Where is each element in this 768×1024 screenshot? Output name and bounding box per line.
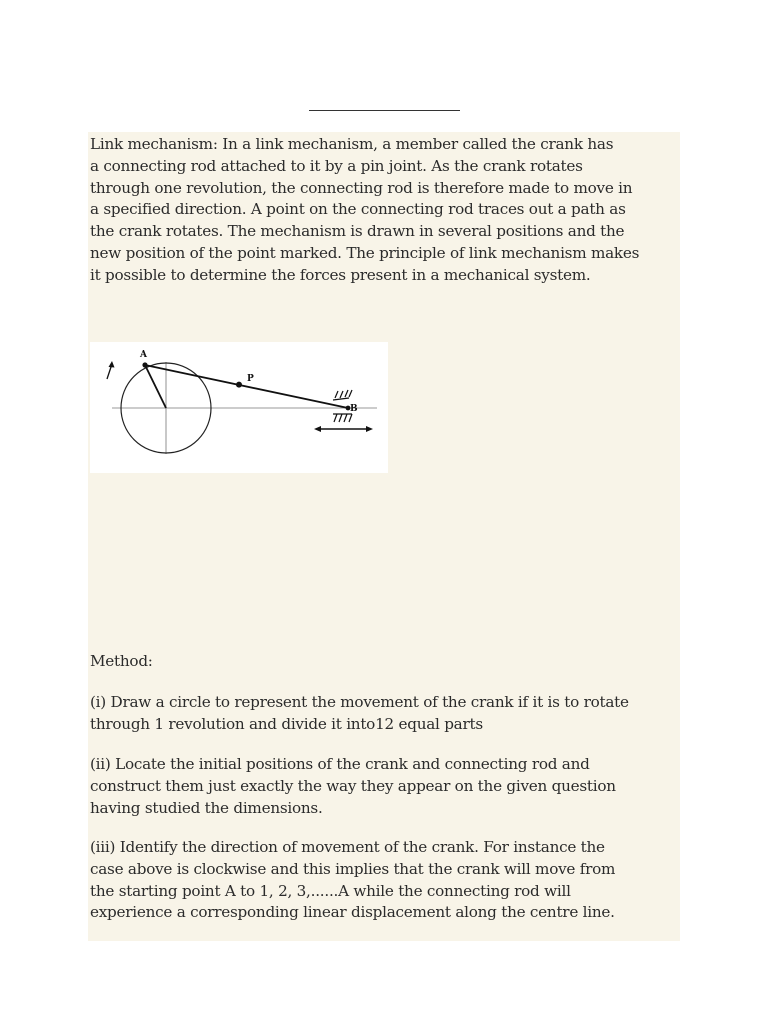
top-divider — [309, 110, 460, 111]
step-line: the starting point A to 1, 2, 3,......A while the connecting rod will — [90, 881, 571, 900]
connecting-rod — [145, 365, 348, 408]
rotation-arrowhead-icon — [109, 361, 115, 368]
intro-line: Link mechanism: In a link mechanism, a member called the crank has — [90, 135, 614, 153]
method-heading: Method: — [90, 652, 153, 670]
label-b: B — [350, 404, 358, 414]
step-line: case above is clockwise and this implies that the crank will move from — [90, 859, 616, 878]
label-p: P — [247, 374, 254, 384]
intro-line: through one revolution, the connecting rod is therefore made to move in — [90, 178, 633, 197]
step-line: (ii) Locate the initial positions of the crank and connecting rod and — [90, 755, 590, 773]
link-mechanism-figure — [90, 342, 388, 473]
step-line: construct them just exactly the way they appear on the given question — [90, 776, 616, 795]
label-a: A — [140, 350, 147, 360]
crank — [145, 365, 166, 408]
intro-line: it possible to determine the forces present in a mechanical system. — [90, 265, 591, 284]
crank-pin-joint — [142, 362, 147, 367]
upper-guide-icon — [333, 390, 352, 400]
step-line: experience a corresponding linear displacement along the centre line. — [90, 903, 615, 922]
method-step — [90, 837, 615, 924]
step-line: (iii) Identify the direction of movement of the crank. For instance the — [90, 838, 605, 856]
step-line: (i) Draw a circle to represent the movement of the crank if it is to rotate — [90, 693, 629, 711]
method-step — [90, 692, 629, 736]
intro-line: a specified direction. A point on the connecting rod traces out a path as — [90, 200, 626, 219]
method-step — [90, 754, 616, 819]
slider-arrowhead-right-icon — [366, 426, 373, 432]
intro-paragraph — [90, 134, 639, 287]
slider-arrowhead-left-icon — [314, 426, 321, 432]
intro-line: the crank rotates. The mechanism is drawn in several positions and the — [90, 222, 625, 241]
intro-line: new position of the point marked. The principle of link mechanism makes — [90, 243, 640, 262]
link-mechanism-diagram — [90, 342, 388, 473]
intro-line: a connecting rod attached to it by a pin joint. As the crank rotates — [90, 156, 583, 175]
step-line: through 1 revolution and divide it into12 equal parts — [90, 714, 483, 733]
point-p-marker — [236, 382, 242, 388]
lower-guide-icon — [333, 414, 352, 422]
step-line: having studied the dimensions. — [90, 798, 323, 817]
